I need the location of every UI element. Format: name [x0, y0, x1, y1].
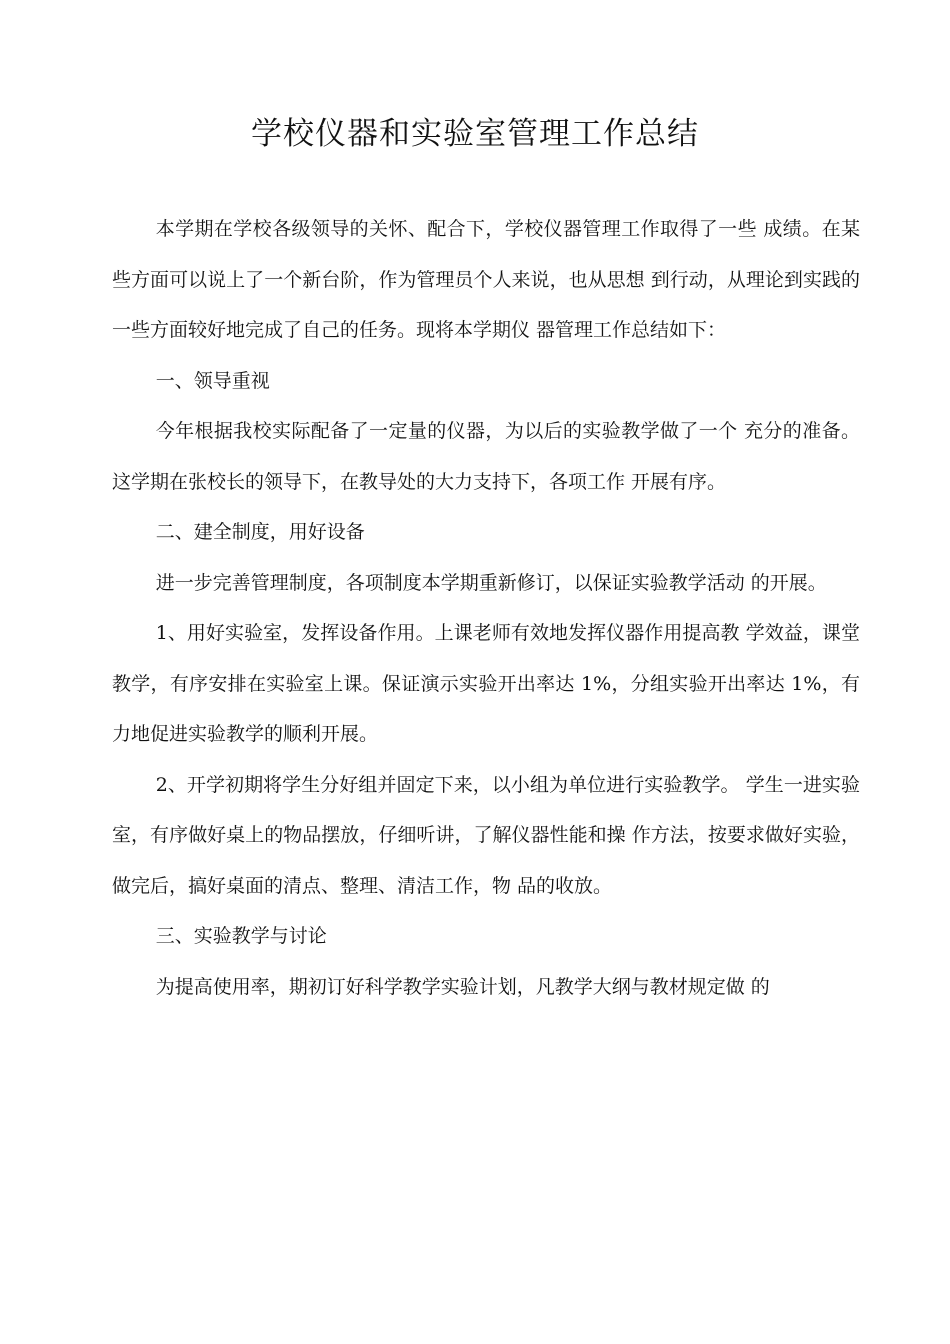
section-heading-1: 一、领导重视 — [155, 369, 270, 392]
paragraph-section-1: 今年根据我校实际配备了一定量的仪器，为以后的实验教学做了一个 充分的准备。这学期在张校长的领导下，在教导处的大力支持下，各项工作 开展有序。 — [112, 420, 860, 493]
paragraph-intro: 本学期在学校各级领导的关怀、配合下，学校仪器管理工作取得了一些 成绩。在某些方面可以说上了一个新台阶，作为管理员个人来说，也从思想 到行动，从理论到实践的一些方面较好地完成了自己的任务。现将本学期仪 器管理工作总结如下： — [112, 218, 860, 341]
paragraph-item-2: 2、开学初期将学生分好组并固定下来，以小组为单位进行实验教学。 学生一进实验室，有序做好桌上的物品摆放，仔细听讲，了解仪器性能和操 作方法，按要求做好实验，做完后，搞好桌面的清点、整理、清洁工作，物 品的收放。 — [112, 773, 860, 897]
paragraph-section-2: 进一步完善管理制度，各项制度本学期重新修订，以保证实验教学活动 的开展。 — [155, 571, 827, 594]
paragraph-section-3: 为提高使用率，期初订好科学教学实验计划，凡教学大纲与教材规定做 的 — [155, 975, 770, 998]
section-heading-3: 三、实验教学与讨论 — [155, 925, 327, 947]
document-title: 学校仪器和实验室管理工作总结 — [251, 116, 699, 152]
paragraph-item-1: 1、用好实验室，发挥设备作用。上课老师有效地发挥仪器作用提高教 学效益，课堂教学，有序安排在实验室上课。保证演示实验开出率达 1%，分组实验开出率达 1%，有力地促进实验教学的顺利开展。 — [112, 622, 860, 745]
section-heading-2: 二、建全制度，用好设备 — [155, 521, 365, 543]
document-body — [112, 204, 860, 1012]
